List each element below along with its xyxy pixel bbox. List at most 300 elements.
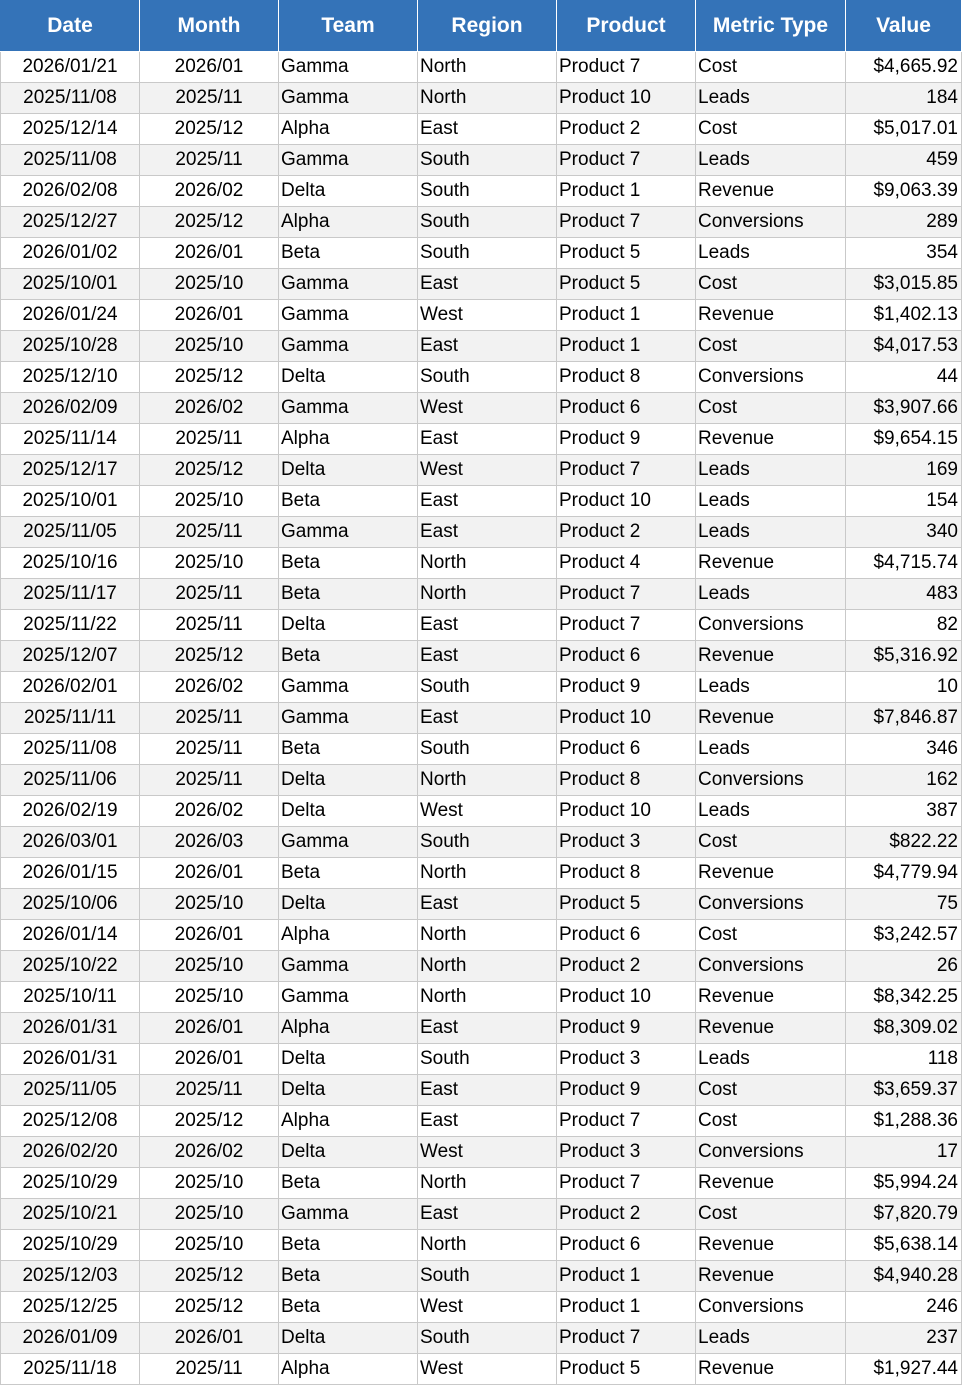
cell-product[interactable]: Product 3 xyxy=(557,827,696,858)
cell-month[interactable]: 2025/12 xyxy=(140,1292,279,1323)
cell-product[interactable]: Product 1 xyxy=(557,1261,696,1292)
cell-team[interactable]: Beta xyxy=(279,1230,418,1261)
cell-product[interactable]: Product 2 xyxy=(557,1199,696,1230)
cell-date[interactable]: 2025/11/05 xyxy=(1,1075,140,1106)
cell-metric-type[interactable]: Cost xyxy=(696,393,846,424)
cell-value[interactable]: $8,309.02 xyxy=(846,1013,962,1044)
cell-month[interactable]: 2026/02 xyxy=(140,672,279,703)
cell-month[interactable]: 2025/11 xyxy=(140,145,279,176)
cell-month[interactable]: 2026/01 xyxy=(140,1323,279,1354)
cell-team[interactable]: Gamma xyxy=(279,331,418,362)
cell-value[interactable]: 10 xyxy=(846,672,962,703)
cell-product[interactable]: Product 9 xyxy=(557,424,696,455)
cell-month[interactable]: 2025/11 xyxy=(140,610,279,641)
cell-team[interactable]: Gamma xyxy=(279,827,418,858)
cell-region[interactable]: South xyxy=(418,176,557,207)
cell-region[interactable]: South xyxy=(418,238,557,269)
cell-date[interactable]: 2025/12/08 xyxy=(1,1106,140,1137)
cell-team[interactable]: Delta xyxy=(279,455,418,486)
cell-metric-type[interactable]: Cost xyxy=(696,114,846,145)
cell-date[interactable]: 2025/11/08 xyxy=(1,145,140,176)
cell-region[interactable]: North xyxy=(418,951,557,982)
cell-value[interactable]: $5,017.01 xyxy=(846,114,962,145)
cell-metric-type[interactable]: Cost xyxy=(696,52,846,83)
cell-metric-type[interactable]: Cost xyxy=(696,827,846,858)
cell-date[interactable]: 2026/02/09 xyxy=(1,393,140,424)
cell-month[interactable]: 2025/12 xyxy=(140,1261,279,1292)
cell-value[interactable]: $4,779.94 xyxy=(846,858,962,889)
cell-team[interactable]: Gamma xyxy=(279,269,418,300)
cell-team[interactable]: Gamma xyxy=(279,52,418,83)
cell-month[interactable]: 2026/03 xyxy=(140,827,279,858)
cell-value[interactable]: 118 xyxy=(846,1044,962,1075)
cell-metric-type[interactable]: Conversions xyxy=(696,1137,846,1168)
cell-team[interactable]: Beta xyxy=(279,1261,418,1292)
cell-team[interactable]: Beta xyxy=(279,858,418,889)
cell-product[interactable]: Product 10 xyxy=(557,703,696,734)
cell-month[interactable]: 2025/11 xyxy=(140,579,279,610)
cell-team[interactable]: Delta xyxy=(279,796,418,827)
cell-product[interactable]: Product 2 xyxy=(557,517,696,548)
cell-value[interactable]: $7,846.87 xyxy=(846,703,962,734)
cell-region[interactable]: East xyxy=(418,1013,557,1044)
cell-region[interactable]: East xyxy=(418,114,557,145)
cell-product[interactable]: Product 5 xyxy=(557,238,696,269)
cell-team[interactable]: Alpha xyxy=(279,207,418,238)
cell-region[interactable]: North xyxy=(418,548,557,579)
cell-date[interactable]: 2025/11/05 xyxy=(1,517,140,548)
cell-team[interactable]: Delta xyxy=(279,889,418,920)
cell-team[interactable]: Gamma xyxy=(279,145,418,176)
cell-team[interactable]: Delta xyxy=(279,176,418,207)
cell-metric-type[interactable]: Leads xyxy=(696,486,846,517)
cell-month[interactable]: 2025/12 xyxy=(140,455,279,486)
cell-value[interactable]: 184 xyxy=(846,83,962,114)
cell-value[interactable]: $1,927.44 xyxy=(846,1354,962,1385)
cell-product[interactable]: Product 5 xyxy=(557,889,696,920)
cell-metric-type[interactable]: Cost xyxy=(696,331,846,362)
cell-metric-type[interactable]: Leads xyxy=(696,517,846,548)
header-date[interactable]: Date xyxy=(1,0,140,52)
cell-product[interactable]: Product 7 xyxy=(557,1106,696,1137)
cell-product[interactable]: Product 7 xyxy=(557,207,696,238)
cell-month[interactable]: 2025/12 xyxy=(140,641,279,672)
cell-month[interactable]: 2025/12 xyxy=(140,1106,279,1137)
cell-value[interactable]: 17 xyxy=(846,1137,962,1168)
cell-team[interactable]: Beta xyxy=(279,734,418,765)
cell-team[interactable]: Beta xyxy=(279,579,418,610)
cell-product[interactable]: Product 4 xyxy=(557,548,696,579)
cell-value[interactable]: 162 xyxy=(846,765,962,796)
cell-metric-type[interactable]: Cost xyxy=(696,1106,846,1137)
cell-month[interactable]: 2026/02 xyxy=(140,1137,279,1168)
cell-team[interactable]: Gamma xyxy=(279,393,418,424)
cell-date[interactable]: 2025/12/25 xyxy=(1,1292,140,1323)
cell-value[interactable]: 459 xyxy=(846,145,962,176)
cell-month[interactable]: 2025/12 xyxy=(140,207,279,238)
cell-month[interactable]: 2025/11 xyxy=(140,765,279,796)
cell-month[interactable]: 2025/12 xyxy=(140,362,279,393)
cell-region[interactable]: East xyxy=(418,331,557,362)
cell-month[interactable]: 2025/11 xyxy=(140,517,279,548)
cell-date[interactable]: 2025/10/22 xyxy=(1,951,140,982)
cell-region[interactable]: North xyxy=(418,858,557,889)
cell-month[interactable]: 2025/11 xyxy=(140,1075,279,1106)
cell-region[interactable]: East xyxy=(418,610,557,641)
cell-region[interactable]: West xyxy=(418,393,557,424)
cell-team[interactable]: Alpha xyxy=(279,1013,418,1044)
cell-product[interactable]: Product 9 xyxy=(557,1013,696,1044)
cell-product[interactable]: Product 9 xyxy=(557,1075,696,1106)
cell-value[interactable]: $822.22 xyxy=(846,827,962,858)
header-team[interactable]: Team xyxy=(279,0,418,52)
cell-metric-type[interactable]: Conversions xyxy=(696,765,846,796)
cell-metric-type[interactable]: Cost xyxy=(696,269,846,300)
cell-month[interactable]: 2025/10 xyxy=(140,951,279,982)
cell-metric-type[interactable]: Revenue xyxy=(696,1261,846,1292)
cell-value[interactable]: 483 xyxy=(846,579,962,610)
cell-value[interactable]: $1,288.36 xyxy=(846,1106,962,1137)
cell-metric-type[interactable]: Revenue xyxy=(696,548,846,579)
cell-value[interactable]: $3,659.37 xyxy=(846,1075,962,1106)
cell-product[interactable]: Product 5 xyxy=(557,1354,696,1385)
cell-product[interactable]: Product 7 xyxy=(557,145,696,176)
cell-product[interactable]: Product 1 xyxy=(557,176,696,207)
cell-date[interactable]: 2025/11/08 xyxy=(1,734,140,765)
cell-product[interactable]: Product 10 xyxy=(557,796,696,827)
cell-date[interactable]: 2025/10/21 xyxy=(1,1199,140,1230)
header-month[interactable]: Month xyxy=(140,0,279,52)
cell-date[interactable]: 2025/10/29 xyxy=(1,1230,140,1261)
cell-value[interactable]: $9,654.15 xyxy=(846,424,962,455)
cell-date[interactable]: 2026/01/31 xyxy=(1,1013,140,1044)
cell-region[interactable]: South xyxy=(418,207,557,238)
cell-month[interactable]: 2026/01 xyxy=(140,1044,279,1075)
cell-date[interactable]: 2026/02/08 xyxy=(1,176,140,207)
cell-product[interactable]: Product 7 xyxy=(557,1323,696,1354)
cell-product[interactable]: Product 7 xyxy=(557,455,696,486)
cell-month[interactable]: 2025/11 xyxy=(140,703,279,734)
cell-region[interactable]: West xyxy=(418,300,557,331)
cell-month[interactable]: 2025/11 xyxy=(140,734,279,765)
cell-product[interactable]: Product 8 xyxy=(557,858,696,889)
cell-team[interactable]: Alpha xyxy=(279,424,418,455)
cell-date[interactable]: 2026/01/24 xyxy=(1,300,140,331)
cell-value[interactable]: 154 xyxy=(846,486,962,517)
cell-month[interactable]: 2025/12 xyxy=(140,114,279,145)
cell-team[interactable]: Gamma xyxy=(279,672,418,703)
cell-date[interactable]: 2025/12/14 xyxy=(1,114,140,145)
cell-date[interactable]: 2025/12/17 xyxy=(1,455,140,486)
cell-metric-type[interactable]: Revenue xyxy=(696,176,846,207)
cell-region[interactable]: North xyxy=(418,579,557,610)
cell-team[interactable]: Alpha xyxy=(279,920,418,951)
cell-value[interactable]: 289 xyxy=(846,207,962,238)
cell-date[interactable]: 2026/01/09 xyxy=(1,1323,140,1354)
cell-product[interactable]: Product 3 xyxy=(557,1137,696,1168)
cell-value[interactable]: $5,994.24 xyxy=(846,1168,962,1199)
cell-product[interactable]: Product 1 xyxy=(557,331,696,362)
cell-product[interactable]: Product 6 xyxy=(557,734,696,765)
cell-team[interactable]: Gamma xyxy=(279,1199,418,1230)
cell-region[interactable]: North xyxy=(418,1168,557,1199)
cell-product[interactable]: Product 2 xyxy=(557,951,696,982)
cell-product[interactable]: Product 7 xyxy=(557,610,696,641)
cell-date[interactable]: 2025/10/28 xyxy=(1,331,140,362)
cell-month[interactable]: 2025/10 xyxy=(140,1230,279,1261)
cell-metric-type[interactable]: Leads xyxy=(696,455,846,486)
cell-date[interactable]: 2025/11/08 xyxy=(1,83,140,114)
cell-value[interactable]: $4,940.28 xyxy=(846,1261,962,1292)
cell-date[interactable]: 2026/01/14 xyxy=(1,920,140,951)
cell-metric-type[interactable]: Cost xyxy=(696,1075,846,1106)
cell-date[interactable]: 2025/12/27 xyxy=(1,207,140,238)
cell-month[interactable]: 2025/11 xyxy=(140,424,279,455)
cell-month[interactable]: 2026/02 xyxy=(140,796,279,827)
cell-value[interactable]: 340 xyxy=(846,517,962,548)
cell-team[interactable]: Gamma xyxy=(279,300,418,331)
cell-region[interactable]: East xyxy=(418,424,557,455)
cell-region[interactable]: South xyxy=(418,1044,557,1075)
cell-region[interactable]: East xyxy=(418,641,557,672)
cell-team[interactable]: Beta xyxy=(279,1292,418,1323)
cell-region[interactable]: East xyxy=(418,269,557,300)
cell-metric-type[interactable]: Conversions xyxy=(696,1292,846,1323)
cell-value[interactable]: 346 xyxy=(846,734,962,765)
cell-metric-type[interactable]: Leads xyxy=(696,145,846,176)
cell-value[interactable]: 246 xyxy=(846,1292,962,1323)
cell-value[interactable]: 82 xyxy=(846,610,962,641)
cell-region[interactable]: South xyxy=(418,145,557,176)
cell-date[interactable]: 2025/11/06 xyxy=(1,765,140,796)
cell-month[interactable]: 2026/01 xyxy=(140,238,279,269)
cell-metric-type[interactable]: Leads xyxy=(696,1044,846,1075)
cell-product[interactable]: Product 10 xyxy=(557,486,696,517)
cell-date[interactable]: 2025/10/11 xyxy=(1,982,140,1013)
cell-value[interactable]: $8,342.25 xyxy=(846,982,962,1013)
cell-date[interactable]: 2026/02/01 xyxy=(1,672,140,703)
cell-value[interactable]: $5,316.92 xyxy=(846,641,962,672)
header-product[interactable]: Product xyxy=(557,0,696,52)
cell-date[interactable]: 2025/10/06 xyxy=(1,889,140,920)
cell-value[interactable]: $5,638.14 xyxy=(846,1230,962,1261)
cell-region[interactable]: East xyxy=(418,517,557,548)
cell-team[interactable]: Delta xyxy=(279,1137,418,1168)
cell-region[interactable]: North xyxy=(418,920,557,951)
cell-product[interactable]: Product 9 xyxy=(557,672,696,703)
cell-date[interactable]: 2026/01/02 xyxy=(1,238,140,269)
cell-date[interactable]: 2025/10/16 xyxy=(1,548,140,579)
cell-team[interactable]: Delta xyxy=(279,362,418,393)
cell-product[interactable]: Product 7 xyxy=(557,52,696,83)
cell-region[interactable]: East xyxy=(418,486,557,517)
cell-team[interactable]: Delta xyxy=(279,1075,418,1106)
cell-region[interactable]: West xyxy=(418,1292,557,1323)
cell-team[interactable]: Delta xyxy=(279,1044,418,1075)
cell-region[interactable]: West xyxy=(418,1354,557,1385)
cell-region[interactable]: North xyxy=(418,765,557,796)
cell-value[interactable]: $3,242.57 xyxy=(846,920,962,951)
cell-metric-type[interactable]: Revenue xyxy=(696,1013,846,1044)
cell-product[interactable]: Product 10 xyxy=(557,982,696,1013)
cell-date[interactable]: 2026/02/19 xyxy=(1,796,140,827)
cell-metric-type[interactable]: Revenue xyxy=(696,982,846,1013)
cell-region[interactable]: South xyxy=(418,827,557,858)
cell-region[interactable]: South xyxy=(418,734,557,765)
cell-team[interactable]: Beta xyxy=(279,238,418,269)
cell-month[interactable]: 2025/11 xyxy=(140,83,279,114)
cell-month[interactable]: 2025/10 xyxy=(140,331,279,362)
cell-date[interactable]: 2026/01/15 xyxy=(1,858,140,889)
cell-product[interactable]: Product 8 xyxy=(557,362,696,393)
cell-team[interactable]: Delta xyxy=(279,610,418,641)
cell-region[interactable]: South xyxy=(418,362,557,393)
cell-region[interactable]: East xyxy=(418,889,557,920)
cell-date[interactable]: 2025/12/10 xyxy=(1,362,140,393)
cell-date[interactable]: 2026/01/21 xyxy=(1,52,140,83)
cell-region[interactable]: East xyxy=(418,1199,557,1230)
cell-month[interactable]: 2025/10 xyxy=(140,1199,279,1230)
cell-region[interactable]: North xyxy=(418,83,557,114)
header-region[interactable]: Region xyxy=(418,0,557,52)
cell-value[interactable]: $4,017.53 xyxy=(846,331,962,362)
cell-metric-type[interactable]: Revenue xyxy=(696,300,846,331)
cell-value[interactable]: 75 xyxy=(846,889,962,920)
cell-team[interactable]: Gamma xyxy=(279,982,418,1013)
cell-product[interactable]: Product 2 xyxy=(557,114,696,145)
cell-region[interactable]: North xyxy=(418,1230,557,1261)
cell-product[interactable]: Product 6 xyxy=(557,641,696,672)
cell-date[interactable]: 2025/10/29 xyxy=(1,1168,140,1199)
cell-team[interactable]: Beta xyxy=(279,1168,418,1199)
cell-team[interactable]: Delta xyxy=(279,765,418,796)
cell-value[interactable]: 26 xyxy=(846,951,962,982)
cell-month[interactable]: 2026/01 xyxy=(140,52,279,83)
cell-value[interactable]: $1,402.13 xyxy=(846,300,962,331)
cell-team[interactable]: Gamma xyxy=(279,83,418,114)
cell-region[interactable]: West xyxy=(418,1137,557,1168)
cell-product[interactable]: Product 5 xyxy=(557,269,696,300)
cell-value[interactable]: $4,665.92 xyxy=(846,52,962,83)
cell-date[interactable]: 2026/03/01 xyxy=(1,827,140,858)
cell-month[interactable]: 2025/10 xyxy=(140,1168,279,1199)
cell-team[interactable]: Beta xyxy=(279,486,418,517)
cell-product[interactable]: Product 7 xyxy=(557,579,696,610)
cell-team[interactable]: Alpha xyxy=(279,1354,418,1385)
cell-date[interactable]: 2025/11/14 xyxy=(1,424,140,455)
cell-metric-type[interactable]: Revenue xyxy=(696,641,846,672)
cell-metric-type[interactable]: Revenue xyxy=(696,1168,846,1199)
cell-metric-type[interactable]: Conversions xyxy=(696,889,846,920)
cell-value[interactable]: $7,820.79 xyxy=(846,1199,962,1230)
cell-value[interactable]: 44 xyxy=(846,362,962,393)
cell-value[interactable]: $9,063.39 xyxy=(846,176,962,207)
cell-date[interactable]: 2025/10/01 xyxy=(1,486,140,517)
cell-month[interactable]: 2025/10 xyxy=(140,548,279,579)
cell-date[interactable]: 2026/02/20 xyxy=(1,1137,140,1168)
cell-value[interactable]: 237 xyxy=(846,1323,962,1354)
cell-region[interactable]: South xyxy=(418,1323,557,1354)
cell-metric-type[interactable]: Conversions xyxy=(696,951,846,982)
cell-date[interactable]: 2025/10/01 xyxy=(1,269,140,300)
cell-metric-type[interactable]: Cost xyxy=(696,1199,846,1230)
cell-date[interactable]: 2025/12/03 xyxy=(1,1261,140,1292)
cell-month[interactable]: 2025/10 xyxy=(140,269,279,300)
cell-date[interactable]: 2025/11/18 xyxy=(1,1354,140,1385)
cell-month[interactable]: 2026/01 xyxy=(140,858,279,889)
cell-product[interactable]: Product 10 xyxy=(557,83,696,114)
cell-region[interactable]: East xyxy=(418,1106,557,1137)
cell-metric-type[interactable]: Conversions xyxy=(696,362,846,393)
cell-metric-type[interactable]: Cost xyxy=(696,920,846,951)
cell-metric-type[interactable]: Revenue xyxy=(696,703,846,734)
cell-team[interactable]: Beta xyxy=(279,548,418,579)
cell-month[interactable]: 2025/10 xyxy=(140,982,279,1013)
cell-date[interactable]: 2025/12/07 xyxy=(1,641,140,672)
cell-month[interactable]: 2026/01 xyxy=(140,1013,279,1044)
cell-month[interactable]: 2025/10 xyxy=(140,889,279,920)
cell-product[interactable]: Product 6 xyxy=(557,1230,696,1261)
cell-value[interactable]: 387 xyxy=(846,796,962,827)
cell-product[interactable]: Product 6 xyxy=(557,920,696,951)
cell-metric-type[interactable]: Leads xyxy=(696,672,846,703)
cell-metric-type[interactable]: Leads xyxy=(696,579,846,610)
cell-metric-type[interactable]: Revenue xyxy=(696,1230,846,1261)
cell-metric-type[interactable]: Leads xyxy=(696,83,846,114)
cell-month[interactable]: 2026/01 xyxy=(140,920,279,951)
cell-metric-type[interactable]: Revenue xyxy=(696,1354,846,1385)
cell-metric-type[interactable]: Revenue xyxy=(696,858,846,889)
cell-month[interactable]: 2025/11 xyxy=(140,1354,279,1385)
cell-month[interactable]: 2026/01 xyxy=(140,300,279,331)
cell-region[interactable]: West xyxy=(418,455,557,486)
cell-value[interactable]: 169 xyxy=(846,455,962,486)
cell-product[interactable]: Product 8 xyxy=(557,765,696,796)
cell-team[interactable]: Beta xyxy=(279,641,418,672)
cell-metric-type[interactable]: Leads xyxy=(696,1323,846,1354)
cell-team[interactable]: Gamma xyxy=(279,703,418,734)
cell-month[interactable]: 2026/02 xyxy=(140,393,279,424)
cell-metric-type[interactable]: Leads xyxy=(696,796,846,827)
cell-region[interactable]: South xyxy=(418,672,557,703)
header-metric-type[interactable]: Metric Type xyxy=(696,0,846,52)
cell-date[interactable]: 2025/11/11 xyxy=(1,703,140,734)
cell-region[interactable]: North xyxy=(418,52,557,83)
cell-value[interactable]: 354 xyxy=(846,238,962,269)
cell-region[interactable]: West xyxy=(418,796,557,827)
cell-metric-type[interactable]: Conversions xyxy=(696,610,846,641)
cell-month[interactable]: 2025/10 xyxy=(140,486,279,517)
cell-value[interactable]: $4,715.74 xyxy=(846,548,962,579)
header-value[interactable]: Value xyxy=(846,0,962,52)
cell-value[interactable]: $3,907.66 xyxy=(846,393,962,424)
cell-team[interactable]: Gamma xyxy=(279,517,418,548)
cell-metric-type[interactable]: Leads xyxy=(696,238,846,269)
cell-region[interactable]: East xyxy=(418,703,557,734)
cell-team[interactable]: Delta xyxy=(279,1323,418,1354)
cell-team[interactable]: Alpha xyxy=(279,1106,418,1137)
cell-product[interactable]: Product 3 xyxy=(557,1044,696,1075)
cell-team[interactable]: Alpha xyxy=(279,114,418,145)
cell-product[interactable]: Product 7 xyxy=(557,1168,696,1199)
cell-date[interactable]: 2025/11/22 xyxy=(1,610,140,641)
cell-date[interactable]: 2025/11/17 xyxy=(1,579,140,610)
cell-metric-type[interactable]: Leads xyxy=(696,734,846,765)
cell-date[interactable]: 2026/01/31 xyxy=(1,1044,140,1075)
cell-team[interactable]: Gamma xyxy=(279,951,418,982)
cell-product[interactable]: Product 6 xyxy=(557,393,696,424)
cell-region[interactable]: South xyxy=(418,1261,557,1292)
